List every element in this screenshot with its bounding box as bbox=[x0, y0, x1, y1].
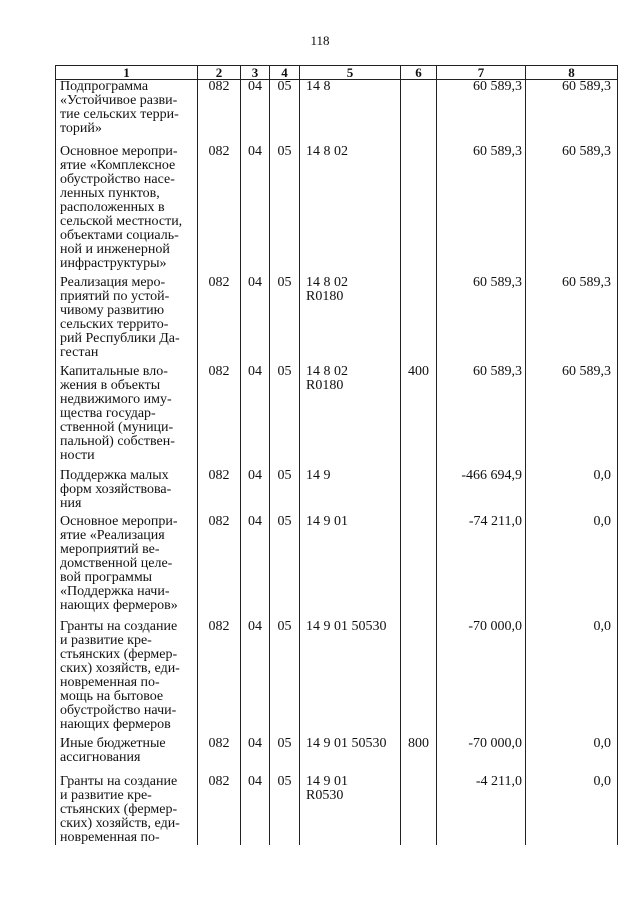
row-ved-code: 082 bbox=[198, 515, 241, 620]
row-name: Гранты на создание и развитие кре- стьянских (фермер- ских) хозяйств, еди- новременная по- мощь на бытовое обустройство начи- нающих фермеров bbox=[60, 620, 180, 732]
row-name-cell bbox=[56, 775, 198, 845]
row-target-article-cell bbox=[300, 775, 401, 845]
row-amount-2: 0,0 bbox=[526, 775, 618, 845]
row-amount-1: -70 000,0 bbox=[437, 737, 526, 775]
table-row bbox=[56, 620, 618, 737]
table-row bbox=[56, 737, 618, 775]
row-name-cell bbox=[56, 276, 198, 365]
row-section-code: 04 bbox=[241, 737, 270, 775]
row-target-article: 14 9 01 50530 bbox=[306, 620, 387, 634]
row-name-cell bbox=[56, 80, 198, 146]
row-expense-type: 400 bbox=[401, 365, 437, 469]
row-section-code: 04 bbox=[241, 365, 270, 469]
row-amount-2: 60 589,3 bbox=[526, 365, 618, 469]
row-name: Основное меропри- ятие «Комплексное обустройство насе- ленных пунктов, расположенных в сельской местности, объектами социаль- ной и инженерной инфраструктуры» bbox=[60, 145, 183, 271]
table-row bbox=[56, 365, 618, 469]
row-subsection-code: 05 bbox=[270, 737, 300, 775]
row-target-article: 14 8 bbox=[306, 79, 331, 94]
row-expense-type bbox=[401, 145, 437, 276]
row-target-article: 14 9 bbox=[306, 469, 331, 483]
row-target-article-cell bbox=[300, 515, 401, 620]
header-row bbox=[56, 66, 618, 80]
row-section-code: 04 bbox=[241, 515, 270, 620]
row-amount-2: 0,0 bbox=[526, 515, 618, 620]
row-section-code: 04 bbox=[241, 469, 270, 515]
row-target-article-cell bbox=[300, 469, 401, 515]
row-name-cell bbox=[56, 469, 198, 515]
page-number: 118 bbox=[310, 33, 330, 48]
row-subsection-code: 05 bbox=[270, 469, 300, 515]
row-expense-type bbox=[401, 515, 437, 620]
row-subsection-code: 05 bbox=[270, 775, 300, 845]
row-ved-code: 082 bbox=[198, 775, 241, 845]
table-body bbox=[56, 80, 618, 846]
row-target-article-cell bbox=[300, 737, 401, 775]
table-row bbox=[56, 276, 618, 365]
row-amount-2: 0,0 bbox=[526, 737, 618, 775]
row-name-cell bbox=[56, 365, 198, 469]
row-section-code: 04 bbox=[241, 620, 270, 737]
row-name: Иные бюджетные ассигнования bbox=[60, 737, 166, 765]
row-amount-2: 60 589,3 bbox=[526, 80, 618, 146]
row-name: Гранты на создание и развитие кре- стьянских (фермер- ских) хозяйств, еди- новременная по- bbox=[60, 775, 180, 845]
row-name: Подпрограмма «Устойчивое разви- тие сельских терри- торий» bbox=[60, 79, 179, 136]
row-subsection-code: 05 bbox=[270, 145, 300, 276]
row-amount-2: 0,0 bbox=[526, 620, 618, 737]
row-amount-1: -74 211,0 bbox=[437, 515, 526, 620]
table-header bbox=[56, 66, 618, 80]
row-target-article: 14 9 01 R0530 bbox=[306, 775, 348, 803]
row-target-article-cell bbox=[300, 365, 401, 469]
table-row bbox=[56, 469, 618, 515]
table-row bbox=[56, 145, 618, 276]
row-amount-1: 60 589,3 bbox=[437, 145, 526, 276]
row-target-article: 14 8 02 R0180 bbox=[306, 365, 348, 393]
row-target-article: 14 8 02 R0180 bbox=[306, 276, 348, 304]
row-name-cell bbox=[56, 145, 198, 276]
row-amount-1: 60 589,3 bbox=[437, 365, 526, 469]
header-vr-column: 6 bbox=[401, 66, 437, 80]
row-expense-type bbox=[401, 620, 437, 737]
row-target-article: 14 9 01 50530 bbox=[306, 737, 387, 751]
row-subsection-code: 05 bbox=[270, 365, 300, 469]
row-expense-type bbox=[401, 276, 437, 365]
row-amount-2: 60 589,3 bbox=[526, 276, 618, 365]
row-amount-1: 60 589,3 bbox=[437, 276, 526, 365]
table-row bbox=[56, 80, 618, 146]
header-sum1-column: 7 bbox=[437, 66, 526, 80]
row-ved-code: 082 bbox=[198, 80, 241, 146]
row-ved-code: 082 bbox=[198, 620, 241, 737]
table-row bbox=[56, 775, 618, 845]
row-ved-code: 082 bbox=[198, 145, 241, 276]
row-target-article-cell bbox=[300, 80, 401, 146]
row-ved-code: 082 bbox=[198, 469, 241, 515]
header-sum2-column: 8 bbox=[526, 66, 618, 80]
row-expense-type: 800 bbox=[401, 737, 437, 775]
row-amount-2: 60 589,3 bbox=[526, 145, 618, 276]
row-expense-type bbox=[401, 80, 437, 146]
row-ved-code: 082 bbox=[198, 276, 241, 365]
header-ved-column: 2 bbox=[198, 66, 241, 80]
row-target-article-cell bbox=[300, 620, 401, 737]
row-amount-2: 0,0 bbox=[526, 469, 618, 515]
row-amount-1: 60 589,3 bbox=[437, 80, 526, 146]
row-ved-code: 082 bbox=[198, 737, 241, 775]
header-rz-column: 3 bbox=[241, 66, 270, 80]
row-target-article: 14 9 01 bbox=[306, 515, 348, 529]
row-name: Реализация меро- приятий по устой- чивому развитию сельских террито- рий Республики Да- гестан bbox=[60, 276, 180, 360]
row-name: Поддержка малых форм хозяйствова- ния bbox=[60, 469, 172, 511]
row-target-article: 14 8 02 bbox=[306, 145, 348, 159]
header-csr-column: 5 bbox=[300, 66, 401, 80]
table-row bbox=[56, 515, 618, 620]
header-name-column: 1 bbox=[56, 66, 198, 80]
row-subsection-code: 05 bbox=[270, 80, 300, 146]
row-amount-1: -70 000,0 bbox=[437, 620, 526, 737]
row-name: Основное меропри- ятие «Реализация мероприятий ве- домственной целе- вой программы «Поддержка начи- нающих фермеров» bbox=[60, 515, 178, 613]
row-subsection-code: 05 bbox=[270, 276, 300, 365]
row-expense-type bbox=[401, 469, 437, 515]
row-name-cell bbox=[56, 515, 198, 620]
header-pr-column: 4 bbox=[270, 66, 300, 80]
row-target-article-cell bbox=[300, 145, 401, 276]
row-section-code: 04 bbox=[241, 276, 270, 365]
row-amount-1: -466 694,9 bbox=[437, 469, 526, 515]
row-subsection-code: 05 bbox=[270, 620, 300, 737]
row-amount-1: -4 211,0 bbox=[437, 775, 526, 845]
row-subsection-code: 05 bbox=[270, 515, 300, 620]
row-expense-type bbox=[401, 775, 437, 845]
row-section-code: 04 bbox=[241, 80, 270, 146]
row-section-code: 04 bbox=[241, 775, 270, 845]
row-name-cell bbox=[56, 737, 198, 775]
row-name: Капитальные вло- жения в объекты недвижимого иму- щества государ- ственной (муници- пальной) собствен- ности bbox=[60, 365, 175, 463]
budget-table bbox=[55, 65, 618, 845]
row-ved-code: 082 bbox=[198, 365, 241, 469]
row-target-article-cell bbox=[300, 276, 401, 365]
row-name-cell bbox=[56, 620, 198, 737]
row-section-code: 04 bbox=[241, 145, 270, 276]
